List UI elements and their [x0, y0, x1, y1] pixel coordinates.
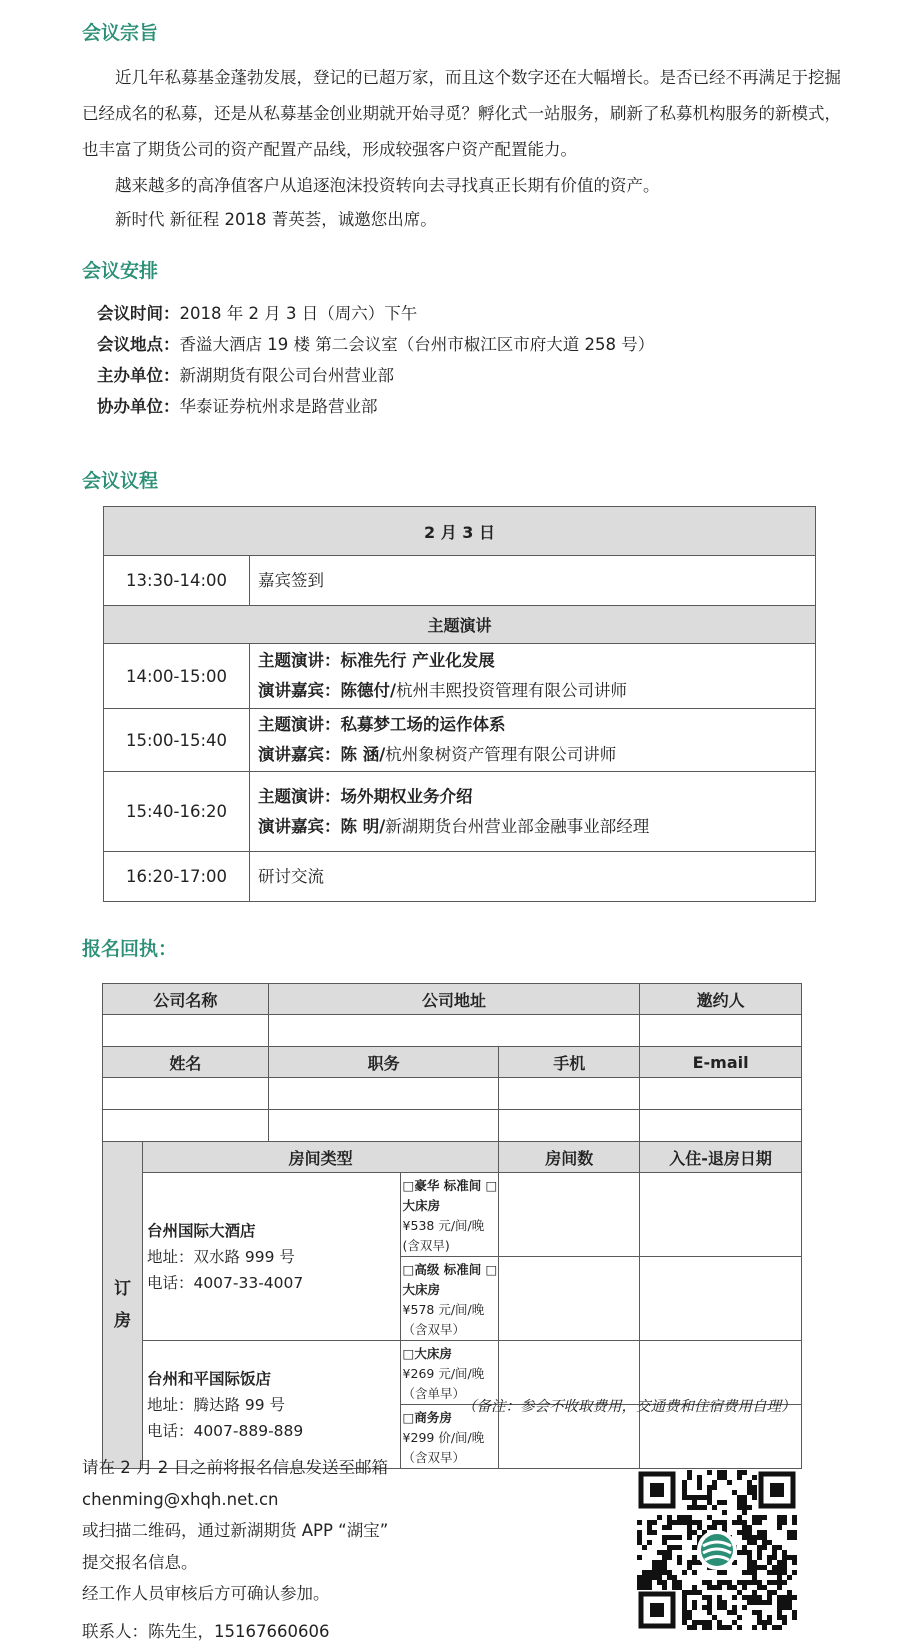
room-option[interactable]: □商务房 ¥299 价/间/晚（含双早） — [400, 1405, 499, 1469]
agenda-desc: 主题演讲：场外期权业务介绍 演讲嘉宾：陈 明/新湖期货台州营业部金融事业部经理 — [250, 772, 816, 852]
agenda-desc: 主题演讲：私募梦工场的运作体系 演讲嘉宾：陈 涵/杭州象树资产管理有限公司讲师 — [250, 709, 816, 772]
title-field[interactable] — [268, 1110, 499, 1142]
agenda-desc: 研讨交流 — [250, 852, 816, 902]
agenda-heading: 会议议程 — [82, 470, 159, 492]
footer-text — [82, 1452, 388, 1647]
room-count-field[interactable] — [499, 1257, 640, 1341]
col-dates: 入住-退房日期 — [640, 1142, 802, 1173]
purpose-para-1: 近几年私募基金蓬勃发展，登记的已超万家，而且这个数字还在大幅增长。是否已经不再满足于挖掘已经成名的私募，还是从私募基金创业期就开始寻觅？孵化式一站服务，刷新了私募机构服务的新模式，也丰富了期货公司的资产配置产品线，形成较强客户资产配置能力。 — [82, 68, 841, 159]
booking-label: 订房 — [103, 1142, 143, 1469]
agenda-desc: 主题演讲：标准先行 产业化发展 演讲嘉宾：陈德付/杭州丰熙投资管理有限公司讲师 — [250, 644, 816, 709]
name-field[interactable] — [103, 1078, 269, 1110]
footer-line: 或扫描二维码，通过新湖期货 APP “湖宝” — [82, 1521, 389, 1540]
col-roomtype: 房间类型 — [142, 1142, 498, 1173]
room-option[interactable]: □大床房 ¥269 元/间/晚（含单早） — [400, 1341, 499, 1405]
col-company: 公司名称 — [103, 984, 269, 1015]
agenda-date: 2 月 3 日 — [104, 507, 816, 556]
hotel-info: 台州国际大酒店 地址：双水路 999 号 电话：4007-33-4007 — [142, 1173, 400, 1341]
room-count-field[interactable] — [499, 1173, 640, 1257]
agenda-time: 15:40-16:20 — [104, 772, 250, 852]
col-phone: 手机 — [499, 1047, 640, 1078]
agenda-keynote-header: 主题演讲 — [104, 606, 816, 644]
registration-note: （备注：参会不收取费用，交通费和住宿费用自理） — [462, 1399, 796, 1415]
col-inviter: 邀约人 — [640, 984, 802, 1015]
col-title: 职务 — [268, 1047, 499, 1078]
name-field[interactable] — [103, 1110, 269, 1142]
agenda-time: 16:20-17:00 — [104, 852, 250, 902]
email-field[interactable] — [640, 1078, 802, 1110]
email-field[interactable] — [640, 1110, 802, 1142]
footer-line: 提交报名信息。 — [82, 1552, 198, 1572]
room-option[interactable]: □豪华 标准间 □大床房 ¥538 元/间/晚(含双早) — [400, 1173, 499, 1257]
title-field[interactable] — [268, 1078, 499, 1110]
address-field[interactable] — [268, 1015, 639, 1047]
footer-email[interactable]: chenming@xhqh.net.cn — [82, 1489, 279, 1509]
arrangement-item-venue: 会议地点：香溢大酒店 19 楼 第二会议室（台州市椒江区市府大道 258 号） — [97, 335, 655, 354]
phone-field[interactable] — [499, 1078, 640, 1110]
arrangement-item-cohost: 协办单位：华泰证券杭州求是路营业部 — [97, 397, 378, 416]
col-address: 公司地址 — [268, 984, 639, 1015]
agenda-time: 14:00-15:00 — [104, 644, 250, 709]
col-name: 姓名 — [103, 1047, 269, 1078]
agenda-table — [103, 506, 816, 902]
registration-heading: 报名回执： — [82, 938, 178, 960]
arrangement-item-time: 会议时间：2018 年 2 月 3 日（周六）下午 — [97, 304, 418, 323]
phone-field[interactable] — [499, 1110, 640, 1142]
footer-contact: 联系人：陈先生，15167660606 — [82, 1621, 330, 1641]
dates-field[interactable] — [640, 1173, 802, 1257]
col-email: E-mail — [640, 1047, 802, 1078]
purpose-para-3: 新时代 新征程 2018 菁英荟，诚邀您出席。 — [115, 210, 437, 229]
arrangement-heading: 会议安排 — [82, 260, 159, 282]
arrangement-list — [97, 298, 654, 422]
footer-line: 请在 2 月 2 日之前将报名信息发送至邮箱 — [82, 1458, 388, 1477]
purpose-para-2: 越来越多的高净值客户从追逐泡沫投资转向去寻找真正长期有价值的资产。 — [115, 176, 660, 195]
room-option[interactable]: □高级 标准间 □大床房 ¥578 元/间/晚（含双早） — [400, 1257, 499, 1341]
agenda-time: 13:30-14:00 — [104, 556, 250, 606]
inviter-field[interactable] — [640, 1015, 802, 1047]
company-field[interactable] — [103, 1015, 269, 1047]
purpose-heading: 会议宗旨 — [82, 22, 159, 44]
arrangement-item-host: 主办单位：新湖期货有限公司台州营业部 — [97, 366, 394, 385]
hotel-info: 台州和平国际饭店 地址：腾达路 99 号 电话：4007-889-889 — [142, 1341, 400, 1469]
agenda-time: 15:00-15:40 — [104, 709, 250, 772]
dates-field[interactable] — [640, 1257, 802, 1341]
agenda-desc: 嘉宾签到 — [250, 556, 816, 606]
col-roomcount: 房间数 — [499, 1142, 640, 1173]
footer-line: 经工作人员审核后方可确认参加。 — [82, 1584, 330, 1603]
qr-code[interactable] — [637, 1470, 797, 1630]
